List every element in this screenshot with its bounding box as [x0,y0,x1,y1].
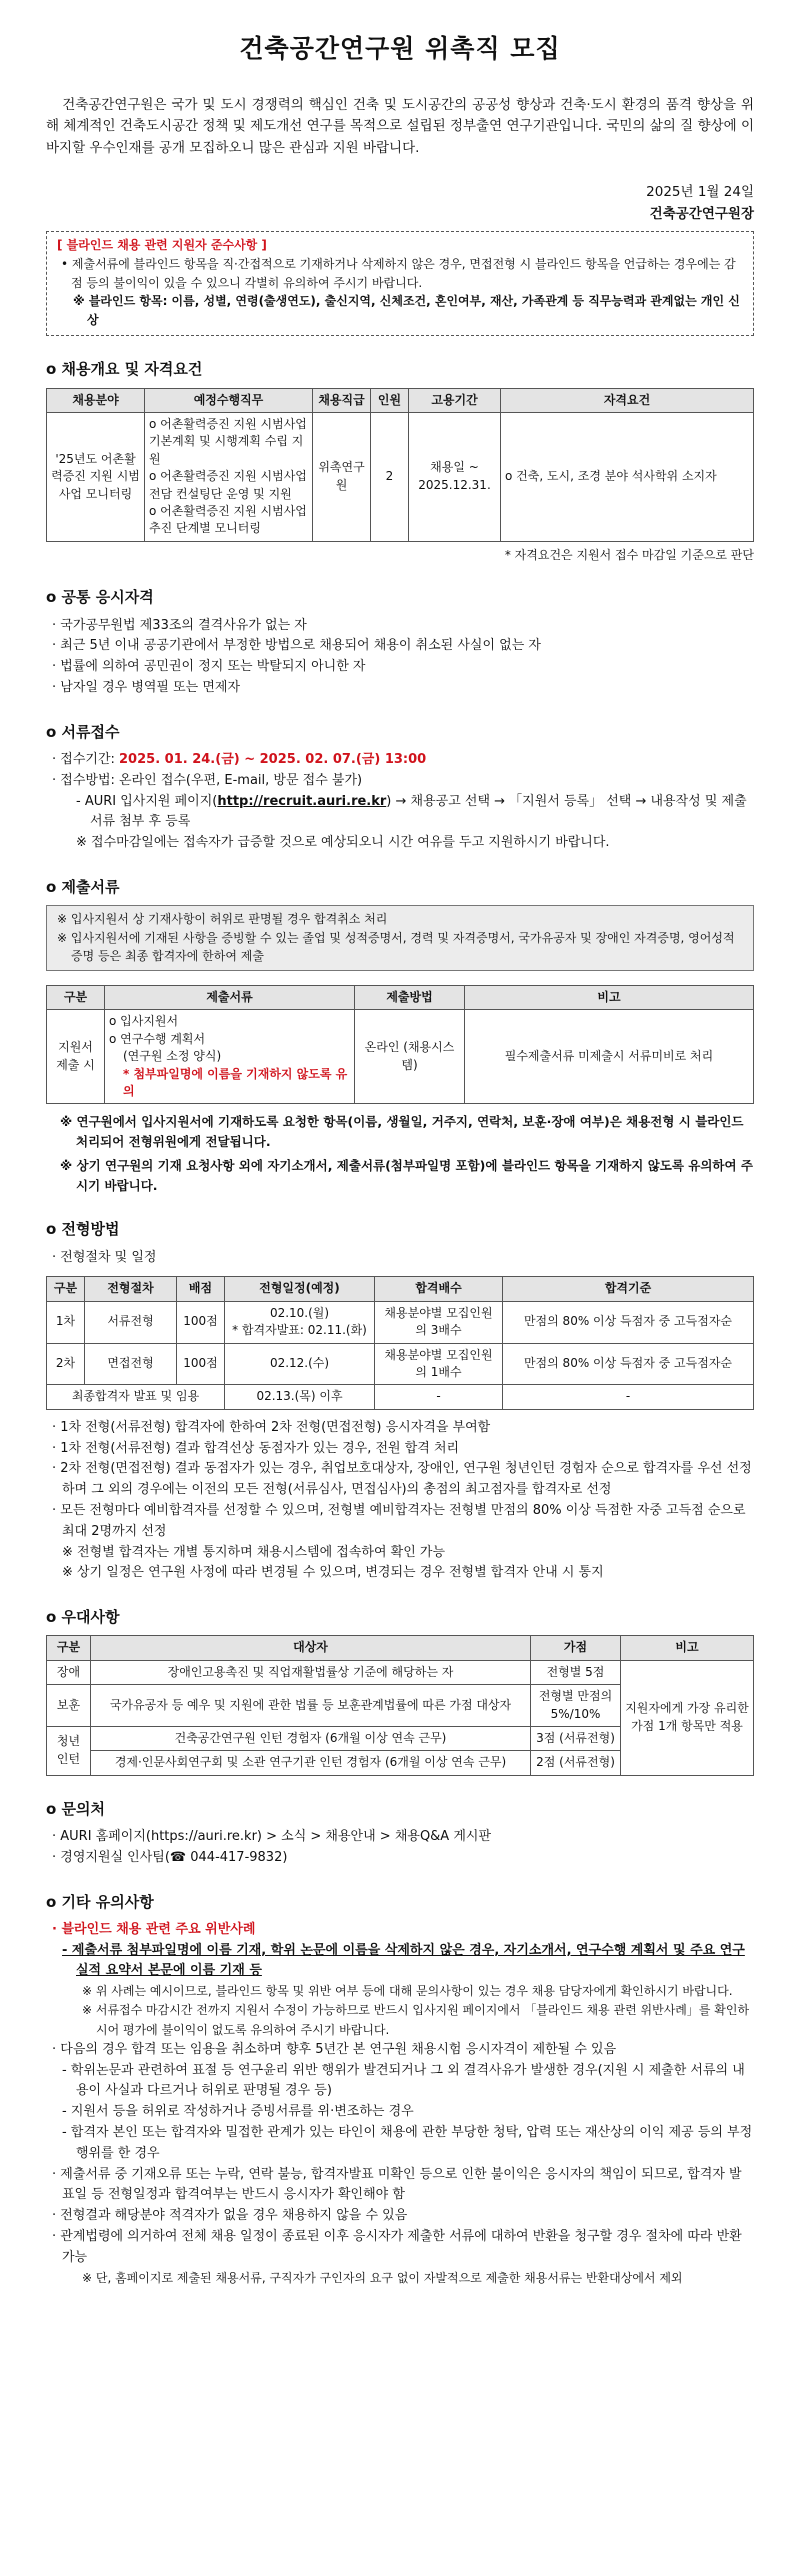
criteria-cell: 만점의 80% 이상 득점자 중 고득점자순 [503,1343,754,1385]
kind-cell: 지원서 제출 시 [47,1010,105,1104]
table-row [47,1010,754,1104]
method-cell: 온라인 (채용시스템) [355,1010,465,1104]
stage-cell: 1차 [47,1301,85,1343]
blind-notice-bullet: • 제출서류에 블라인드 항목을 직·간접적으로 기재하거나 삭제하지 않은 경우, 면접전형 시 블라인드 항목을 언급하는 경우에는 감점 등의 불이익이 있을 수 있으니 각별히 유의하여 주시기 바랍니다. [61,256,736,290]
period-value: 2025. 01. 24.(금) ~ 2025. 02. 07.(금) 13:00 [119,752,427,767]
kind-cell: 청년 인턴 [47,1726,91,1775]
violation-note: ※ 서류접수 마감시간 전까지 지원서 수정이 가능하므로 반드시 입사지원 페이지에서 「블라인드 채용 관련 위반사례」를 확인하시어 평가에 불이익이 없도록 유의하여 주시기 바랍니다. [82,2003,750,2037]
table-header-cell: 비고 [621,1636,754,1660]
criteria-cell: - [503,1385,754,1409]
documents-table [46,985,754,1104]
points-cell: 전형별 만점의 5%/10% [531,1685,621,1727]
step-cell: 면접전형 [85,1343,177,1385]
section-heading-documents: o 제출서류 [46,877,120,896]
violation-example: - 제출서류 첨부파일명에 이름 기재, 학위 논문에 이름을 삭제하지 않은 경우, 자기소개서, 연구수행 계획서 및 주요 연구실적 요약서 본문에 이름 기재 등 [62,1942,745,1979]
table-header-cell: 자격요건 [501,388,754,412]
section-heading-eligibility: o 공통 응시자격 [46,588,154,607]
table-header-cell: 전형일정(예정) [225,1277,375,1301]
auri-application-step [46,792,754,834]
overview-table [46,388,754,542]
documents-notice-box [46,905,754,971]
contact-item: · 경영지원실 인사팀(☎ 044-417-9832) [52,1849,288,1865]
remark-cell: 필수제출서류 미제출시 서류미비로 처리 [465,1010,754,1104]
list-item: · 1차 전형(서류전형) 합격자에 한하여 2차 전형(면접전형) 응시자격을 부여함 [52,1419,491,1435]
disqualification-item: - 지원서 등을 허위로 작성하거나 증빙서류를 위·변조하는 경우 [62,2104,414,2120]
qualification-note: * 자격요건은 지원서 접수 마감일 기준으로 판단 [504,547,754,562]
list-item: · 법률에 의하여 공민권이 정지 또는 박탈되지 아니한 자 [52,659,366,675]
target-cell: 경제·인문사회연구회 및 소관 연구기관 인턴 경험자 (6개월 이상 연속 근무) [91,1751,531,1775]
blind-warning: ※ 연구원에서 입사지원서에 기재하도록 요청한 항목(이름, 생월일, 거주지, 연락처, 보훈·장애 여부)은 채용전형 시 블라인드 처리되어 전형위원에게 전달됩니다. [60,1114,744,1150]
points-cell: 2점 (서류전형) [531,1751,621,1775]
selection-table [46,1276,754,1409]
multiple-cell: - [375,1385,503,1409]
doc-item: (연구원 소정 양식) [123,1049,222,1064]
multiple-cell: 채용분야별 모집인원의 3배수 [375,1301,503,1343]
table-row [47,1343,754,1385]
score-cell: 100점 [177,1343,225,1385]
points-cell: 전형별 5점 [531,1660,621,1684]
list-item: · 남자일 경우 병역필 또는 면제자 [52,679,241,695]
return-note: ※ 단, 홈페이지로 제출된 채용서류, 구직자가 구인자의 요구 없이 자발적으로 제출한 채용서류는 반환대상에서 제외 [82,2270,683,2285]
list-item: · 1차 전형(서류전형) 결과 합격선상 동점자가 있는 경우, 전원 합격 처리 [52,1440,460,1456]
section-heading-overview: o 채용개요 및 자격요건 [46,360,203,379]
notice-issuer: 건축공간연구원장 [649,206,754,223]
blind-notice-heading: [ 블라인드 채용 관련 지원자 준수사항 ] [57,238,267,253]
criteria-cell: 만점의 80% 이상 득점자 중 고득점자순 [503,1301,754,1343]
selection-note: ※ 상기 일정은 연구원 사정에 따라 변경될 수 있으며, 변경되는 경우 전형별 합격자 안내 시 통지 [62,1565,604,1581]
table-header-cell: 구분 [47,1277,85,1301]
step-cell: 서류전형 [85,1301,177,1343]
selection-subheading: · 전형절차 및 일정 [52,1249,157,1265]
period-start: 채용일 ~ [430,460,479,475]
section-heading-selection: o 전형방법 [46,1220,120,1239]
blind-hiring-notice-box [46,231,754,336]
schedule-cell: 02.12.(수) [225,1343,375,1385]
table-row [47,1660,754,1684]
score-cell: 100점 [177,1301,225,1343]
section-heading-application: o 서류접수 [46,722,120,741]
table-header-cell: 대상자 [91,1636,531,1660]
table-row [47,1301,754,1343]
application-period [46,750,754,771]
schedule-date: 02.10.(월) [269,1305,330,1320]
table-header-cell: 채용직급 [313,388,371,412]
table-header-cell: 비고 [465,986,754,1010]
doc-warning: * 첨부파일명에 이름을 기재하지 않도록 유의 [123,1066,348,1098]
blind-warning: ※ 상기 연구원의 기재 요청사항 외에 자기소개서, 제출서류(첨부파일명 포함)에 블라인드 항목을 기재하지 않도록 유의하여 주시기 바랍니다. [60,1158,754,1194]
table-row [47,1385,754,1409]
blind-notice-items: ※ 블라인드 항목: 이름, 성별, 연령(출생연도), 출신지역, 신체조건, 혼인여부, 재산, 가족관계 등 직무능력과 관계없는 개인 신상 [73,294,740,327]
table-header-cell: 배점 [177,1277,225,1301]
notice-item: ※ 입사지원서 상 기재사항이 허위로 판명될 경우 합격취소 처리 [57,912,388,927]
list-item: · 다음의 경우 합격 또는 임용을 취소하며 향후 5년간 본 연구원 채용시험 응시자격이 제한될 수 있음 [52,2041,617,2057]
table-header-cell: 제출방법 [355,986,465,1010]
violation-heading: · 블라인드 채용 관련 주요 위반사례 [52,1921,256,1937]
table-header-cell: 인원 [371,388,409,412]
violation-note: ※ 위 사례는 예시이므로, 블라인드 항목 및 위반 여부 등에 대해 문의사항이 있는 경우 채용 담당자에게 확인하시기 바랍니다. [82,1984,733,1999]
final-label-cell: 최종합격자 발표 및 임용 [47,1385,225,1409]
table-header-row [47,388,754,412]
schedule-announce: * 합격자발표: 02.11.(화) [232,1323,367,1338]
docs-cell [105,1010,355,1104]
table-header-cell: 채용분야 [47,388,145,412]
table-header-cell: 전형절차 [85,1277,177,1301]
period-end: 2025.12.31. [418,477,491,492]
table-header-cell: 구분 [47,986,105,1010]
disqualification-item: - 학위논문과 관련하여 표절 등 연구윤리 위반 행위가 발견되거나 그 외 결격사유가 발생한 경우(지원 시 제출한 서류의 내용이 사실과 다르거나 허위로 판명될 경우 등) [62,2062,745,2099]
period-cell [409,412,501,541]
step-text: - AURI 입사지원 페이지( [76,793,218,809]
selection-note: ※ 전형별 합격자는 개별 통지하며 채용시스템에 접속하여 확인 가능 [62,1544,446,1560]
duty-item: o 어촌활력증진 지원 시범사업 기본계획 및 시행계획 수립 지원 [149,416,307,466]
table-header-cell: 합격기준 [503,1277,754,1301]
list-item: · 최근 5년 이내 공공기관에서 부정한 방법으로 채용되어 채용이 취소된 사실이 없는 자 [52,638,541,654]
remark-cell: 지원자에게 가장 유리한 가점 1개 항목만 적용 [621,1660,754,1775]
step-text: ) → 채용공고 선택 → 「지원서 등록」 선택 → 내용작성 및 제출서류 첨부 후 등록 [90,793,747,830]
target-cell: 장애인고용촉진 및 직업재활법률상 기준에 해당하는 자 [91,1660,531,1684]
table-header-cell: 합격배수 [375,1277,503,1301]
qualification-cell: o 건축, 도시, 조경 분야 석사학위 소지자 [501,412,754,541]
section-heading-preferences: o 우대사항 [46,1608,120,1627]
table-header-cell: 구분 [47,1636,91,1660]
duties-cell [145,412,313,541]
duty-item: o 어촌활력증진 지원 시범사업 전담 컨설팅단 운영 및 지원 [149,469,307,501]
recruit-link[interactable]: http://recruit.auri.re.kr [217,793,387,809]
schedule-cell: 02.13.(목) 이후 [225,1385,375,1409]
multiple-cell: 채용분야별 모집인원의 1배수 [375,1343,503,1385]
section-heading-other: o 기타 유의사항 [46,1892,154,1911]
target-cell: 건축공간연구원 인턴 경험자 (6개월 이상 연속 근무) [91,1726,531,1750]
table-header-row [47,1636,754,1660]
field-cell: '25년도 어촌활력증진 지원 시범사업 모니터링 [47,412,145,541]
list-item: · 2차 전형(면접전형) 결과 동점자가 있는 경우, 취업보호대상자, 장애인, 연구원 청년인턴 경험자 순으로 합격자를 우선 선정하며 그 외의 경우에는 이전의 모든 전형(서류심사, 면접심사)의 총점의 최고점자를 합격자로 선정 [52,1461,752,1498]
table-header-row [47,1277,754,1301]
list-item: · 제출서류 중 기재오류 또는 누락, 연락 불능, 합격자발표 미확인 등으로 인한 불이익은 응시자의 책임이 되므로, 합격자 발표일 등 전형일정과 합격여부는 반드시 응시자가 확인해야 함 [52,2166,742,2203]
grade-cell: 위촉연구원 [313,412,371,541]
table-row [47,412,754,541]
kind-cell: 장애 [47,1660,91,1684]
contact-item: · AURI 홈페이지(https://auri.re.kr) > 소식 > 채용안내 > 채용Q&A 게시판 [52,1828,492,1844]
schedule-cell [225,1301,375,1343]
preferences-table [46,1635,754,1775]
points-cell: 3점 (서류전형) [531,1726,621,1750]
list-item: · 모든 전형마다 예비합격자를 선정할 수 있으며, 전형별 예비합격자는 전형별 만점의 80% 이상 득점한 자중 고득점 순으로 최대 2명까지 선정 [52,1502,746,1539]
application-method: · 접수방법: 온라인 접수(우편, E-mail, 방문 접수 불가) [52,772,363,788]
page-title: 건축공간연구원 위촉직 모집 [239,34,561,63]
table-header-cell: 가점 [531,1636,621,1660]
stage-cell: 2차 [47,1343,85,1385]
doc-item: o 연구수행 계획서 [109,1031,206,1046]
table-header-cell: 고용기간 [409,388,501,412]
table-header-cell: 예정수행직무 [145,388,313,412]
list-item: · 국가공무원법 제33조의 결격사유가 없는 자 [52,617,307,633]
kind-cell: 보훈 [47,1685,91,1727]
application-tip: ※ 접수마감일에는 접속자가 급증할 것으로 예상되오니 시간 여유를 두고 지원하시기 바랍니다. [76,835,610,851]
table-header-cell: 제출서류 [105,986,355,1010]
list-item: · 전형결과 해당분야 적격자가 없을 경우 채용하지 않을 수 있음 [52,2208,408,2224]
target-cell: 국가유공자 등 예우 및 지원에 관한 법률 등 보훈관계법률에 따른 가점 대상자 [91,1685,531,1727]
section-heading-contact: o 문의처 [46,1799,105,1818]
table-header-row [47,986,754,1010]
list-item: · 관계법령에 의거하여 전체 채용 일정이 종료된 이후 응시자가 제출한 서류에 대하여 반환을 청구할 경우 절차에 따라 반환 가능 [52,2228,742,2265]
count-cell: 2 [371,412,409,541]
disqualification-item: - 합격자 본인 또는 합격자와 밀접한 관계가 있는 타인이 채용에 관한 부당한 청탁, 압력 또는 재산상의 이익 제공 등의 부정행위를 한 경우 [62,2124,753,2161]
intro-paragraph: 건축공간연구원은 국가 및 도시 경쟁력의 핵심인 건축 및 도시공간의 공공성 향상과 건축·도시 환경의 품격 향상을 위해 체계적인 건축도시공간 정책 및 제도개선 연구를 목적으로 설립된 정부출연 연구기관입니다. 국민의 삶의 질 향상에 이바지할 우수인재를 공개 모집하오니 많은 관심과 지원 바랍니다. [46,96,754,156]
notice-item: ※ 입사지원서에 기재된 사항을 증빙할 수 있는 졸업 및 성적증명서, 경력 및 자격증명서, 국가유공자 및 장애인 자격증명, 영어성적증명 등은 최종 합격자에 한하여 제출 [57,930,735,964]
duty-item: o 어촌활력증진 지원 시범사업 추진 단계별 모니터링 [149,503,307,536]
period-label: · 접수기간: [52,752,120,767]
notice-date: 2025년 1월 24일 [646,183,754,200]
doc-item: o 입사지원서 [109,1014,179,1029]
